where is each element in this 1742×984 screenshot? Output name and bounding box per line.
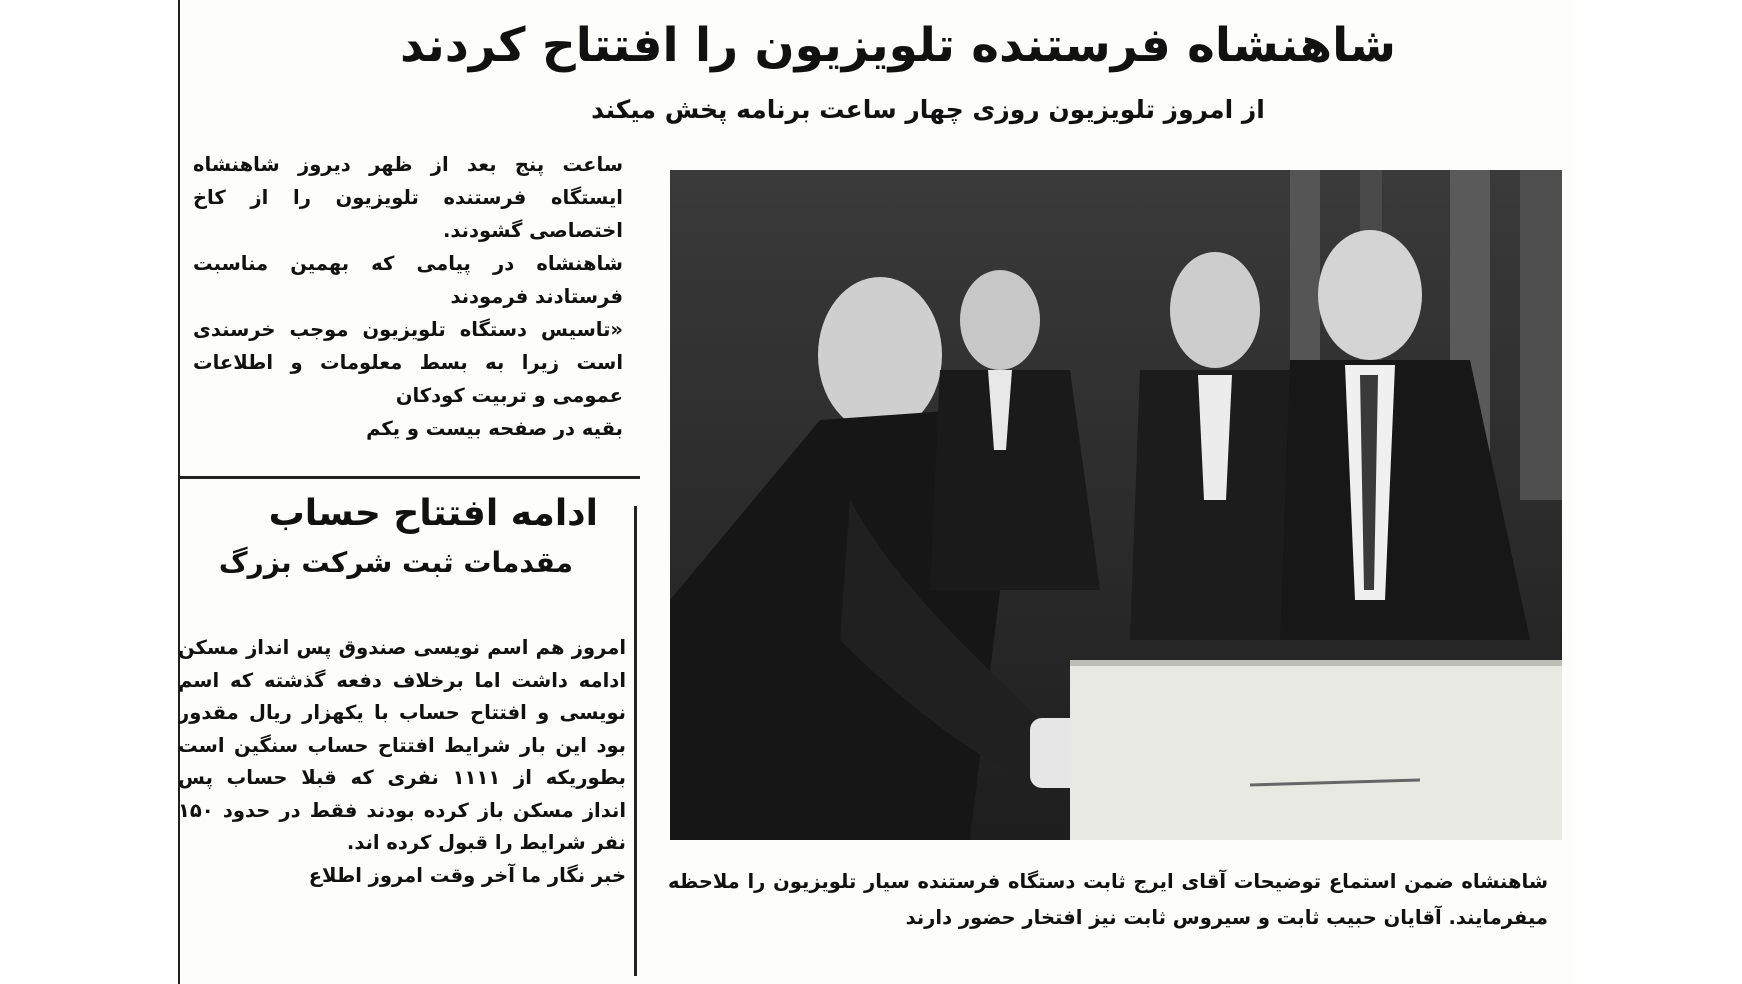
photo-caption-text: شاهنشاه ضمن استماع توضیحات آقای ایرج ثابت دستگاه فرستنده سیار تلویزیون را ملاحظه میفرمایند. آقایان حبیب ثابت و سیروس ثابت نیز افتخار حضور دارند [668,870,1548,929]
main-story-continuation: بقیه در صفحه بیست و یکم [366,417,623,440]
second-story-subtitle: مقدمات ثبت شرکت بزرگ [218,546,573,579]
second-story-last-line: خبر نگار ما آخر وقت امروز اطلاع [308,863,626,887]
main-story-paragraph: «تاسیس دستگاه تلویزیون موجب خرسندی است زیرا به بسط معلومات و اطلاعات عمومی و تربیت کودکان [193,318,623,407]
subheadline: از امروز تلویزیون روزی چهار ساعت برنامه پخش میکند [591,95,1265,124]
news-photo-illustration [670,170,1562,840]
second-story-title: ادامه افتتاح حساب [268,493,598,534]
column-divider-vertical [634,506,637,976]
second-story-column [178,632,626,892]
main-story-paragraph: ساعت پنج بعد از ظهر دیروز شاهنشاه ایستگاه فرستنده تلویزیون را از کاخ اختصاصی گشودند. [193,153,623,242]
story-divider-horizontal [178,476,640,479]
photo-caption [668,864,1548,936]
main-story-paragraph: شاهنشاه در پیامی که بهمین مناسبت فرستادند فرمودند [193,252,623,308]
newspaper-clipping [178,0,1571,984]
headline: شاهنشاه فرستنده تلویزیون را افتتاح کردند [399,18,1397,73]
second-story-paragraph: امروز هم اسم نویسی صندوق پس انداز مسکن ادامه داشت اما برخلاف دفعه گذشته که اسم نویسی و افتتاح حساب با یکهزار ریال مقدور بود این بار شرایط افتتاح حساب سنگین است بطوریکه از ۱۱۱۱ نفری که قبلا حساب پس انداز مسکن باز کرده بودند فقط در حدود ۱۵۰ نفر شرایط را قبول کرده اند. [178,636,626,854]
news-photo [670,170,1562,840]
main-story-column [193,148,623,445]
